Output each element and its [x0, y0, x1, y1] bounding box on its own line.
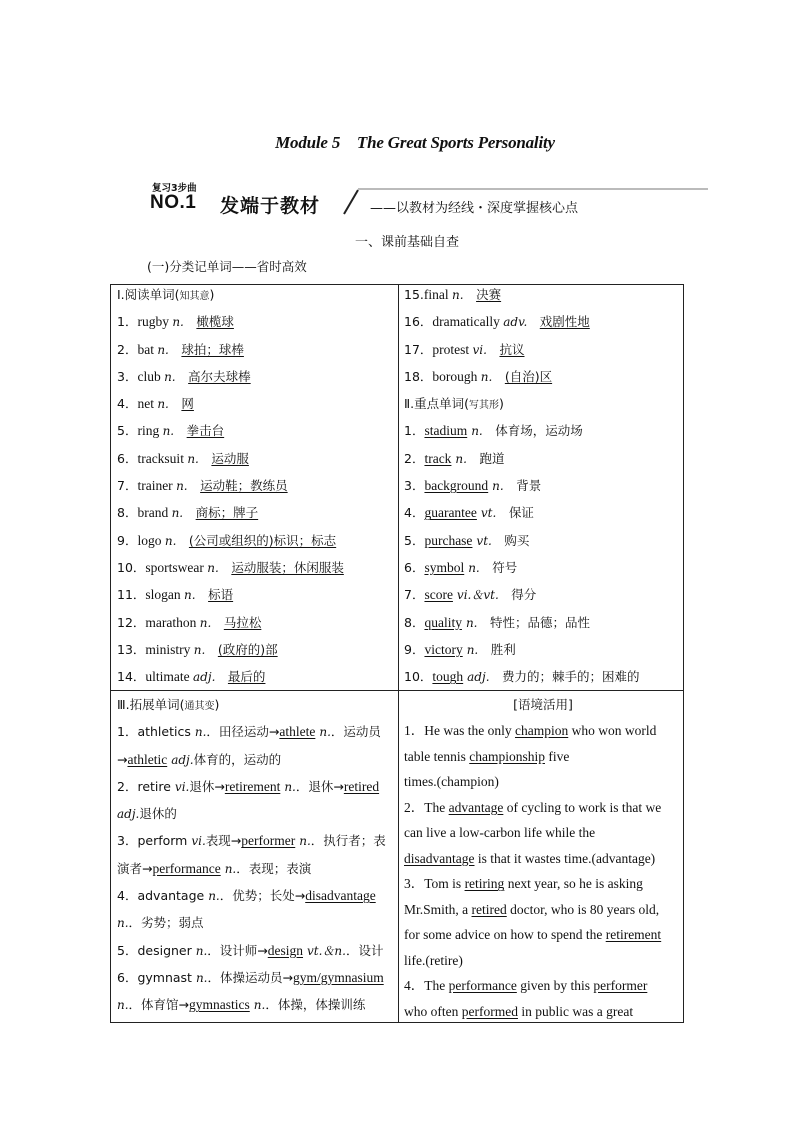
key-header: Ⅱ.重点单词(写其形)	[404, 396, 504, 412]
context-line: for some advice on how to spend the retirement	[404, 927, 662, 943]
expand-line: adj.退休的	[117, 806, 177, 822]
reading-answer: (公司或组织的)标识；标志	[188, 532, 337, 548]
expand-line: n.．体育馆→gymnastics n.．体操，体操训练	[117, 997, 366, 1013]
expand-line: 4．advantage n.．优势；长处→disadvantage	[117, 888, 376, 904]
expand-header: Ⅲ.拓展单词(通其变)	[117, 697, 220, 712]
reading-item: 10．sportswear n. 运动服装；休闲服装	[117, 559, 344, 575]
key-item: 5．purchase vt. 购买	[404, 532, 530, 548]
context-line: life.(retire)	[404, 952, 463, 968]
reading-item: 16．dramatically adv. 戏剧性地	[404, 314, 590, 330]
reading-answer: 高尔夫球棒	[188, 368, 251, 384]
reading-item: 4．net n. 网	[117, 396, 194, 412]
reading-answer: 运动服装；休闲服装	[231, 559, 344, 575]
expand-line: →athletic adj.体育的，运动的	[117, 751, 282, 767]
banner-heading: 发端于教材	[220, 195, 321, 217]
context-line: 3．Tom is retiring next year, so he is asking	[404, 876, 643, 892]
section-heading: 一、课前基础自查	[355, 235, 460, 250]
reading-answer: (自治)区	[504, 368, 553, 384]
context-line: who often performed in public was a great	[404, 1003, 634, 1019]
key-item: 2．track n. 跑道	[404, 450, 505, 466]
expand-line: 演者→performance n.．表现；表演	[117, 860, 312, 876]
key-item: 8．quality n. 特性；品德；品性	[404, 614, 590, 630]
reading-header: Ⅰ.阅读单词(知其意)	[117, 287, 215, 302]
context-line: disadvantage is that it wastes time.(advantage)	[404, 850, 656, 866]
key-answer: purchase	[424, 532, 473, 548]
expand-line: 6．gymnast n.．体操运动员→gym/gymnasium	[117, 969, 384, 985]
reading-item: 13．ministry n. (政府的)部	[117, 641, 278, 657]
expand-words-column	[117, 691, 397, 1019]
key-item: 1．stadium n. 体育场，运动场	[404, 423, 583, 439]
reading-answer: 网	[181, 396, 194, 412]
key-item: 10．tough adj. 费力的；棘手的；困难的	[404, 669, 640, 685]
context-column	[404, 691, 682, 1024]
reading-item: 1．rugby n. 橄榄球	[117, 314, 234, 330]
page-title: Module 5 The Great Sports Personality	[275, 133, 555, 152]
reading-item: 11．slogan n. 标语	[117, 587, 234, 603]
section-banner	[148, 180, 708, 220]
reading-answer: 决赛	[476, 287, 502, 302]
reading-item: 7．trainer n. 运动鞋；教练员	[117, 478, 288, 494]
reading-answer: 马拉松	[223, 614, 262, 630]
expand-line: 5．designer n.．设计师→design vt.＆n.．设计	[117, 942, 384, 958]
context-line: 4．The performance given by this performer	[404, 978, 648, 994]
reading-item: 5．ring n. 拳击台	[117, 423, 225, 439]
key-answer: victory	[424, 641, 463, 657]
context-line: can live a low-carbon life while the	[404, 825, 596, 841]
reading-item: 17．protest vi. 抗议	[404, 341, 525, 357]
reading-item: 2．bat n. 球拍；球棒	[117, 341, 244, 357]
key-item: 6．symbol n. 符号	[404, 559, 518, 575]
reading-answer: 戏剧性地	[539, 314, 590, 330]
reading-item: 9．logo n. (公司或组织的)标识；标志	[117, 532, 337, 548]
key-answer: symbol	[424, 559, 465, 575]
context-line: table tennis championship five	[404, 748, 570, 764]
key-item: 3．background n. 背景	[404, 478, 542, 494]
context-line: times.(champion)	[404, 774, 499, 790]
key-item: 7．score vi.＆vt. 得分	[404, 587, 537, 603]
reading-item: 18．borough n. (自治)区	[404, 368, 553, 384]
reading-answer: (政府的)部	[217, 641, 278, 657]
key-answer: stadium	[424, 423, 468, 439]
key-answer: score	[424, 587, 453, 603]
key-item: 9．victory n. 胜利	[404, 641, 516, 657]
banner-small-label: 复习3步曲	[152, 183, 197, 194]
banner-subtitle: ——以教材为经线・深度掌握核心点	[370, 201, 579, 216]
reading-item: 8．brand n. 商标；牌子	[117, 505, 259, 521]
expand-line: n.．劣势；弱点	[117, 915, 204, 931]
reading-answer: 最后的	[227, 669, 266, 685]
key-item: 4．guarantee vt. 保证	[404, 505, 534, 521]
expand-line: 2．retire vi.退休→retirement n.．退休→retired	[117, 778, 380, 794]
vocabulary-table	[110, 284, 684, 1023]
key-answer: quality	[424, 614, 462, 630]
expand-line: 1．athletics n.．田径运动→athlete n.．运动员	[117, 724, 381, 740]
reading-answer: 橄榄球	[196, 314, 234, 330]
key-answer: background	[424, 478, 489, 494]
key-answer: track	[424, 450, 452, 466]
reading-answer: 拳击台	[186, 423, 225, 439]
reading-item: 6．tracksuit n. 运动服	[117, 450, 249, 466]
context-line: 2．The advantage of cycling to work is that we	[404, 799, 662, 815]
subsection-heading: (一)分类记单词——省时高效	[147, 259, 307, 274]
expand-line: 3．perform vi.表现→performer n.．执行者；表	[117, 833, 386, 849]
context-line: Mr.Smith, a retired doctor, who is 80 years old,	[404, 901, 660, 917]
reading-answer: 运动服	[211, 450, 249, 466]
reading-answer: 商标；牌子	[195, 505, 259, 521]
reading-words-column	[117, 281, 395, 690]
reading-answer: 运动鞋；教练员	[200, 478, 288, 494]
reading-answer: 球拍；球棒	[181, 341, 244, 357]
key-answer: tough	[432, 669, 464, 685]
context-line: 1．He was the only champion who won world	[404, 723, 657, 739]
reading-answer: 抗议	[499, 341, 525, 357]
reading-item: 14．ultimate adj. 最后的	[117, 669, 266, 685]
context-header: [语境活用]	[513, 697, 573, 712]
reading-item: 15.final n. 决赛	[404, 287, 502, 302]
key-answer: guarantee	[424, 505, 477, 521]
banner-number: NO.1	[150, 192, 197, 213]
key-words-column	[404, 281, 682, 690]
reading-item: 12．marathon n. 马拉松	[117, 614, 262, 630]
reading-item: 3．club n. 高尔夫球棒	[117, 368, 251, 384]
reading-answer: 标语	[208, 587, 234, 603]
